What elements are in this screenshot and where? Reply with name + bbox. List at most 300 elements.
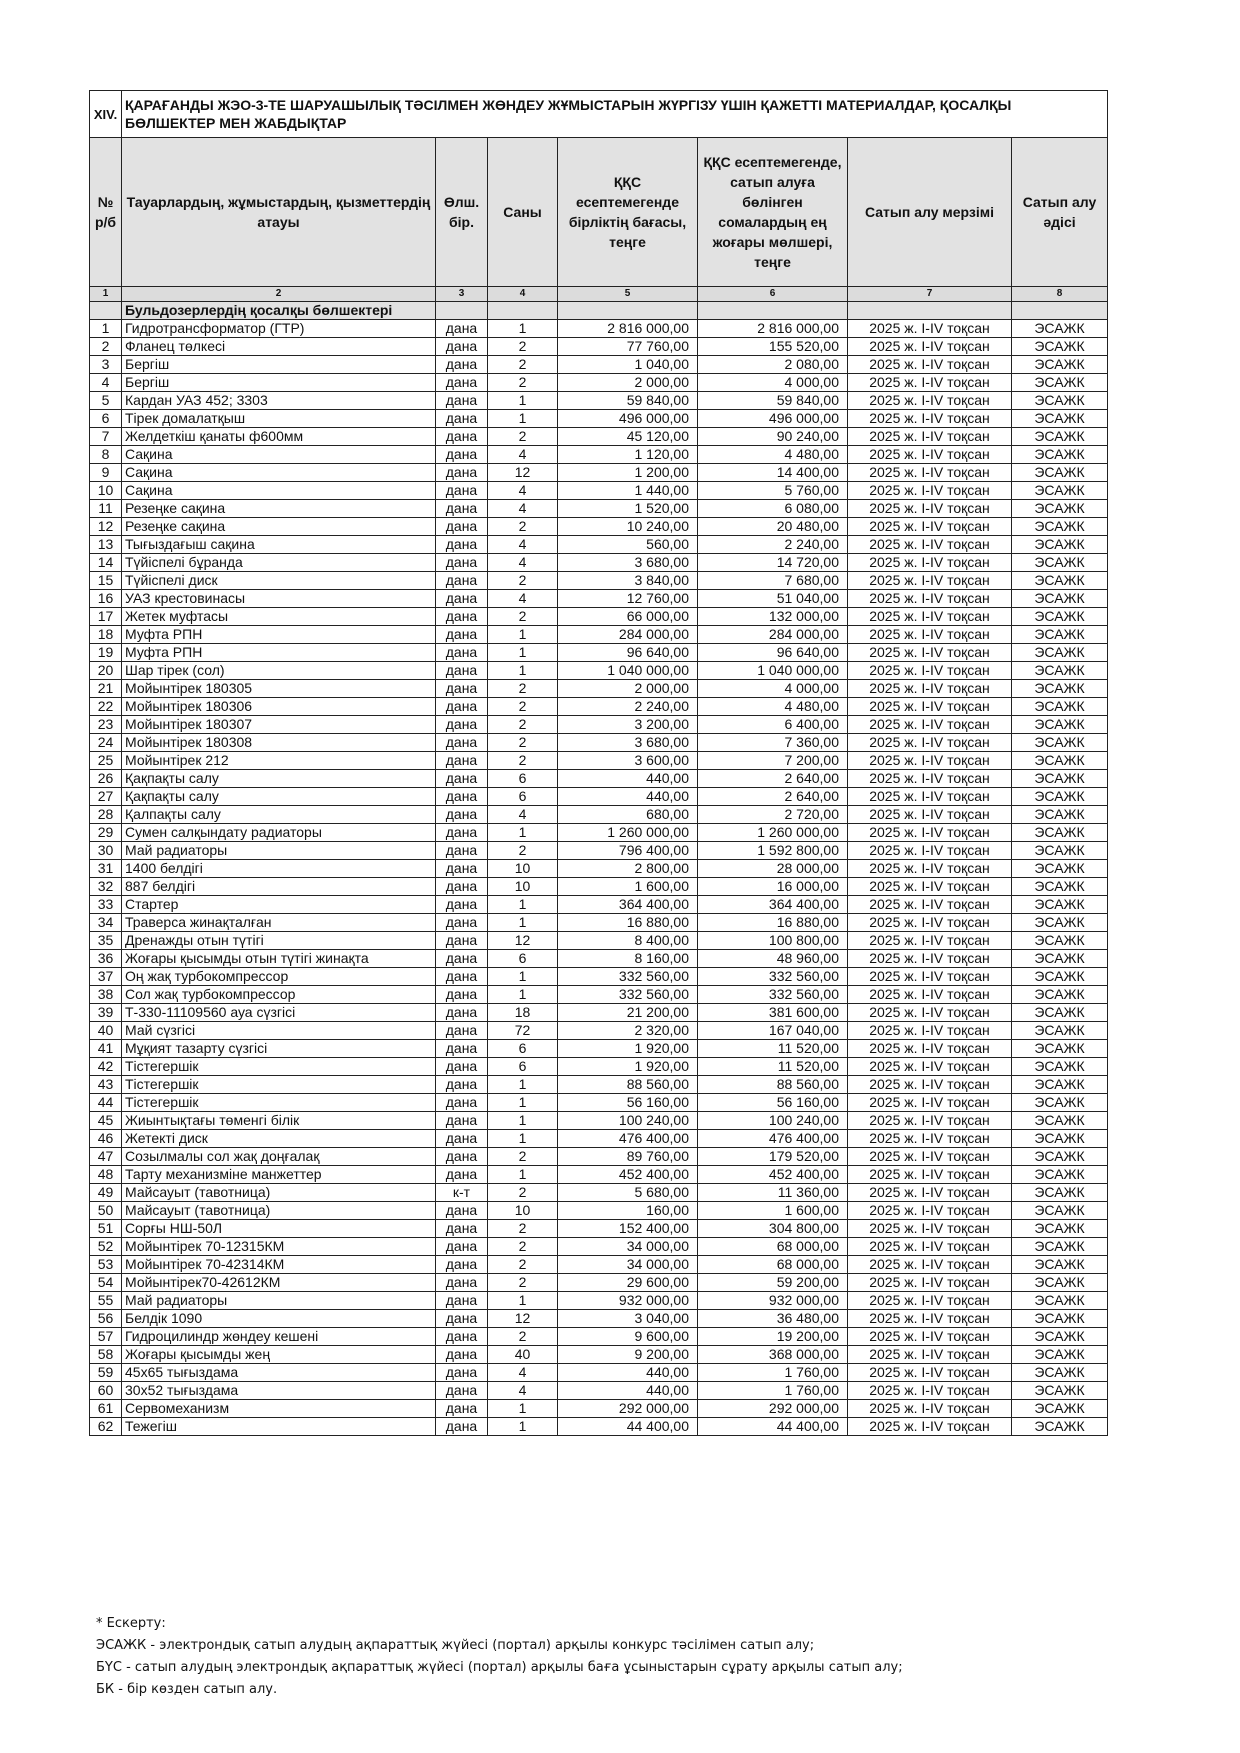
procurement-method: ЭСАЖК <box>1012 572 1108 590</box>
unit: дана <box>436 806 488 824</box>
procurement-method: ЭСАЖК <box>1012 1058 1108 1076</box>
procurement-term: 2025 ж. I-IV тоқсан <box>848 680 1012 698</box>
unit: дана <box>436 392 488 410</box>
unit: дана <box>436 680 488 698</box>
unit: дана <box>436 1076 488 1094</box>
row-number: 47 <box>90 1148 122 1166</box>
total-amount: 11 520,00 <box>698 1040 848 1058</box>
column-index: 8 <box>1012 287 1108 302</box>
procurement-method: ЭСАЖК <box>1012 752 1108 770</box>
procurement-term: 2025 ж. I-IV тоқсан <box>848 392 1012 410</box>
row-number: 51 <box>90 1220 122 1238</box>
table-row <box>90 788 1108 806</box>
total-amount: 2 816 000,00 <box>698 320 848 338</box>
row-number: 49 <box>90 1184 122 1202</box>
unit-price: 796 400,00 <box>558 842 698 860</box>
item-name: Гидротрансформатор (ГТР) <box>122 320 436 338</box>
table-row <box>90 860 1108 878</box>
unit: дана <box>436 752 488 770</box>
unit: дана <box>436 356 488 374</box>
item-name: Мойынтірек 180305 <box>122 680 436 698</box>
row-number: 54 <box>90 1274 122 1292</box>
table-row <box>90 410 1108 428</box>
footnote-line: БК - бір көзден сатып алу. <box>96 1682 278 1697</box>
procurement-method: ЭСАЖК <box>1012 626 1108 644</box>
unit: дана <box>436 932 488 950</box>
item-name: 1400 белдігі <box>122 860 436 878</box>
row-number: 17 <box>90 608 122 626</box>
quantity: 1 <box>488 1418 558 1436</box>
item-name: Мұқият тазарту сүзгісі <box>122 1040 436 1058</box>
unit: дана <box>436 608 488 626</box>
procurement-method: ЭСАЖК <box>1012 968 1108 986</box>
table-row <box>90 1256 1108 1274</box>
quantity: 4 <box>488 1364 558 1382</box>
procurement-term: 2025 ж. I-IV тоқсан <box>848 1346 1012 1364</box>
unit: дана <box>436 320 488 338</box>
procurement-term: 2025 ж. I-IV тоқсан <box>848 788 1012 806</box>
total-amount: 96 640,00 <box>698 644 848 662</box>
row-number: 20 <box>90 662 122 680</box>
item-name: Тістегершік <box>122 1094 436 1112</box>
unit: дана <box>436 482 488 500</box>
item-name: Май радиаторы <box>122 842 436 860</box>
item-name: Жоғары қысымды отын түтігі жинақта <box>122 950 436 968</box>
item-name: Т-330-11109560 ауа сүзгісі <box>122 1004 436 1022</box>
total-amount: 1 592 800,00 <box>698 842 848 860</box>
unit-price: 100 240,00 <box>558 1112 698 1130</box>
row-number: 3 <box>90 356 122 374</box>
total-amount: 68 000,00 <box>698 1238 848 1256</box>
unit: дана <box>436 788 488 806</box>
quantity: 12 <box>488 1310 558 1328</box>
unit: дана <box>436 698 488 716</box>
unit-price: 89 760,00 <box>558 1148 698 1166</box>
unit: дана <box>436 554 488 572</box>
procurement-term: 2025 ж. I-IV тоқсан <box>848 1076 1012 1094</box>
procurement-method: ЭСАЖК <box>1012 464 1108 482</box>
item-name: Белдік 1090 <box>122 1310 436 1328</box>
procurement-term: 2025 ж. I-IV тоқсан <box>848 1202 1012 1220</box>
footnote-title: * Ескерту: <box>96 1616 166 1631</box>
table-row <box>90 968 1108 986</box>
unit-price: 932 000,00 <box>558 1292 698 1310</box>
procurement-method: ЭСАЖК <box>1012 644 1108 662</box>
procurement-method: ЭСАЖК <box>1012 482 1108 500</box>
procurement-method: ЭСАЖК <box>1012 1382 1108 1400</box>
row-number: 11 <box>90 500 122 518</box>
row-number: 46 <box>90 1130 122 1148</box>
procurement-term: 2025 ж. I-IV тоқсан <box>848 950 1012 968</box>
column-index: 4 <box>488 287 558 302</box>
row-number: 43 <box>90 1076 122 1094</box>
quantity: 1 <box>488 824 558 842</box>
item-name: Желдеткіш қанаты ф600мм <box>122 428 436 446</box>
item-name: Жетекті диск <box>122 1130 436 1148</box>
item-name: Тарту механизміне манжеттер <box>122 1166 436 1184</box>
item-name: Тірек домалатқыш <box>122 410 436 428</box>
procurement-method: ЭСАЖК <box>1012 842 1108 860</box>
procurement-term: 2025 ж. I-IV тоқсан <box>848 968 1012 986</box>
item-name: Түйіспелі диск <box>122 572 436 590</box>
table-row <box>90 338 1108 356</box>
item-name: 30х52 тығыздама <box>122 1382 436 1400</box>
quantity: 2 <box>488 338 558 356</box>
item-name: Фланец төлкесі <box>122 338 436 356</box>
unit-price: 3 200,00 <box>558 716 698 734</box>
row-number: 62 <box>90 1418 122 1436</box>
total-amount: 100 800,00 <box>698 932 848 950</box>
quantity: 10 <box>488 860 558 878</box>
unit-price: 560,00 <box>558 536 698 554</box>
unit: дана <box>436 1112 488 1130</box>
procurement-method: ЭСАЖК <box>1012 1346 1108 1364</box>
unit-price: 3 680,00 <box>558 734 698 752</box>
unit-price: 1 440,00 <box>558 482 698 500</box>
procurement-term: 2025 ж. I-IV тоқсан <box>848 770 1012 788</box>
procurement-method: ЭСАЖК <box>1012 500 1108 518</box>
row-number: 37 <box>90 968 122 986</box>
unit: дана <box>436 1022 488 1040</box>
total-amount: 2 640,00 <box>698 788 848 806</box>
quantity: 2 <box>488 1328 558 1346</box>
row-number: 15 <box>90 572 122 590</box>
procurement-term: 2025 ж. I-IV тоқсан <box>848 572 1012 590</box>
unit-price: 496 000,00 <box>558 410 698 428</box>
quantity: 4 <box>488 500 558 518</box>
item-name: Мойынтірек 180307 <box>122 716 436 734</box>
procurement-term: 2025 ж. I-IV тоқсан <box>848 860 1012 878</box>
row-number: 56 <box>90 1310 122 1328</box>
procurement-term: 2025 ж. I-IV тоқсан <box>848 464 1012 482</box>
item-name: Стартер <box>122 896 436 914</box>
quantity: 1 <box>488 1400 558 1418</box>
quantity: 1 <box>488 662 558 680</box>
procurement-method: ЭСАЖК <box>1012 1112 1108 1130</box>
row-number: 10 <box>90 482 122 500</box>
item-name: Бергіш <box>122 356 436 374</box>
unit-price: 3 040,00 <box>558 1310 698 1328</box>
total-amount: 68 000,00 <box>698 1256 848 1274</box>
column-index: 6 <box>698 287 848 302</box>
quantity: 10 <box>488 878 558 896</box>
row-number: 23 <box>90 716 122 734</box>
unit: дана <box>436 824 488 842</box>
item-name: Гидроцилиндр жөндеу кешені <box>122 1328 436 1346</box>
total-amount: 2 720,00 <box>698 806 848 824</box>
unit-price: 1 040 000,00 <box>558 662 698 680</box>
procurement-term: 2025 ж. I-IV тоқсан <box>848 734 1012 752</box>
row-number: 60 <box>90 1382 122 1400</box>
quantity: 6 <box>488 950 558 968</box>
total-amount: 4 480,00 <box>698 698 848 716</box>
total-amount: 20 480,00 <box>698 518 848 536</box>
procurement-term: 2025 ж. I-IV тоқсан <box>848 914 1012 932</box>
procurement-term: 2025 ж. I-IV тоқсан <box>848 338 1012 356</box>
table-row <box>90 1418 1108 1436</box>
table-row <box>90 1346 1108 1364</box>
column-index: 7 <box>848 287 1012 302</box>
item-name: Тежегіш <box>122 1418 436 1436</box>
row-number: 22 <box>90 698 122 716</box>
quantity: 4 <box>488 536 558 554</box>
item-name: Май радиаторы <box>122 1292 436 1310</box>
procurement-method: ЭСАЖК <box>1012 1310 1108 1328</box>
procurement-term: 2025 ж. I-IV тоқсан <box>848 1418 1012 1436</box>
item-name: Сақина <box>122 464 436 482</box>
unit: дана <box>436 1328 488 1346</box>
procurement-method: ЭСАЖК <box>1012 734 1108 752</box>
table-row <box>90 428 1108 446</box>
section-number: XIV. <box>90 91 122 138</box>
table-row <box>90 1058 1108 1076</box>
quantity: 2 <box>488 356 558 374</box>
quantity: 2 <box>488 734 558 752</box>
procurement-term: 2025 ж. I-IV тоқсан <box>848 518 1012 536</box>
quantity: 2 <box>488 518 558 536</box>
unit-price: 2 000,00 <box>558 680 698 698</box>
table-row <box>90 1022 1108 1040</box>
unit-price: 1 920,00 <box>558 1040 698 1058</box>
unit-price: 12 760,00 <box>558 590 698 608</box>
quantity: 1 <box>488 410 558 428</box>
total-amount: 36 480,00 <box>698 1310 848 1328</box>
column-header-row <box>90 138 1108 287</box>
item-name: Мойынтірек 180308 <box>122 734 436 752</box>
unit-price: 77 760,00 <box>558 338 698 356</box>
procurement-term: 2025 ж. I-IV тоқсан <box>848 644 1012 662</box>
total-amount: 100 240,00 <box>698 1112 848 1130</box>
procurement-term: 2025 ж. I-IV тоқсан <box>848 608 1012 626</box>
procurement-term: 2025 ж. I-IV тоқсан <box>848 482 1012 500</box>
unit: дана <box>436 1166 488 1184</box>
unit-price: 56 160,00 <box>558 1094 698 1112</box>
unit-price: 440,00 <box>558 788 698 806</box>
table-row <box>90 986 1108 1004</box>
row-number: 28 <box>90 806 122 824</box>
table-row <box>90 1328 1108 1346</box>
table-row <box>90 590 1108 608</box>
total-amount: 332 560,00 <box>698 968 848 986</box>
procurement-method: ЭСАЖК <box>1012 1364 1108 1382</box>
item-name: 45х65 тығыздама <box>122 1364 436 1382</box>
total-amount: 1 760,00 <box>698 1382 848 1400</box>
unit: дана <box>436 842 488 860</box>
table-row <box>90 1076 1108 1094</box>
unit: дана <box>436 896 488 914</box>
total-amount: 132 000,00 <box>698 608 848 626</box>
unit: дана <box>436 770 488 788</box>
unit: дана <box>436 626 488 644</box>
total-amount: 179 520,00 <box>698 1148 848 1166</box>
table-row <box>90 1148 1108 1166</box>
table-row <box>90 518 1108 536</box>
unit: дана <box>436 1382 488 1400</box>
quantity: 6 <box>488 770 558 788</box>
table-row <box>90 824 1108 842</box>
total-amount: 5 760,00 <box>698 482 848 500</box>
quantity: 1 <box>488 1112 558 1130</box>
procurement-method: ЭСАЖК <box>1012 1220 1108 1238</box>
row-number: 6 <box>90 410 122 428</box>
procurement-term: 2025 ж. I-IV тоқсан <box>848 932 1012 950</box>
table-row <box>90 734 1108 752</box>
quantity: 1 <box>488 644 558 662</box>
procurement-term: 2025 ж. I-IV тоқсан <box>848 428 1012 446</box>
row-number: 40 <box>90 1022 122 1040</box>
item-name: Тістегершік <box>122 1058 436 1076</box>
row-number: 50 <box>90 1202 122 1220</box>
item-name: Кардан УАЗ 452; 3303 <box>122 392 436 410</box>
item-name: Резеңке сақина <box>122 500 436 518</box>
quantity: 18 <box>488 1004 558 1022</box>
total-amount: 16 000,00 <box>698 878 848 896</box>
total-amount: 452 400,00 <box>698 1166 848 1184</box>
procurement-term: 2025 ж. I-IV тоқсан <box>848 410 1012 428</box>
item-name: Сақина <box>122 446 436 464</box>
procurement-method: ЭСАЖК <box>1012 1076 1108 1094</box>
row-number: 33 <box>90 896 122 914</box>
quantity: 1 <box>488 392 558 410</box>
quantity: 10 <box>488 1202 558 1220</box>
quantity: 2 <box>488 1256 558 1274</box>
unit-price: 45 120,00 <box>558 428 698 446</box>
row-number: 12 <box>90 518 122 536</box>
procurement-method: ЭСАЖК <box>1012 518 1108 536</box>
table-row <box>90 716 1108 734</box>
item-name: Шар тірек (сол) <box>122 662 436 680</box>
column-header: ҚҚС есептемегенде, сатып алуға бөлінген сомалардың ең жоғары мөлшері, теңге <box>698 138 848 287</box>
table-row <box>90 608 1108 626</box>
unit-price: 1 520,00 <box>558 500 698 518</box>
row-number: 26 <box>90 770 122 788</box>
unit: дана <box>436 1130 488 1148</box>
row-number: 4 <box>90 374 122 392</box>
procurement-method: ЭСАЖК <box>1012 428 1108 446</box>
unit-price: 364 400,00 <box>558 896 698 914</box>
procurement-method: ЭСАЖК <box>1012 824 1108 842</box>
procurement-term: 2025 ж. I-IV тоқсан <box>848 1130 1012 1148</box>
total-amount: 2 240,00 <box>698 536 848 554</box>
unit-price: 59 840,00 <box>558 392 698 410</box>
procurement-term: 2025 ж. I-IV тоқсан <box>848 1292 1012 1310</box>
unit-price: 29 600,00 <box>558 1274 698 1292</box>
row-number: 53 <box>90 1256 122 1274</box>
table-row <box>90 662 1108 680</box>
item-name: Муфта РПН <box>122 644 436 662</box>
unit-price: 440,00 <box>558 770 698 788</box>
total-amount: 1 760,00 <box>698 1364 848 1382</box>
procurement-term: 2025 ж. I-IV тоқсан <box>848 1094 1012 1112</box>
unit-price: 160,00 <box>558 1202 698 1220</box>
unit-price: 440,00 <box>558 1364 698 1382</box>
item-name: Бергіш <box>122 374 436 392</box>
row-number: 45 <box>90 1112 122 1130</box>
table-row <box>90 932 1108 950</box>
table-row <box>90 1184 1108 1202</box>
row-number: 14 <box>90 554 122 572</box>
unit: дана <box>436 572 488 590</box>
table-row <box>90 806 1108 824</box>
procurement-term: 2025 ж. I-IV тоқсан <box>848 1166 1012 1184</box>
quantity: 1 <box>488 986 558 1004</box>
table-row <box>90 320 1108 338</box>
total-amount: 44 400,00 <box>698 1418 848 1436</box>
procurement-method: ЭСАЖК <box>1012 356 1108 374</box>
item-name: Қақпақты салу <box>122 770 436 788</box>
total-amount: 1 260 000,00 <box>698 824 848 842</box>
total-amount: 1 040 000,00 <box>698 662 848 680</box>
quantity: 2 <box>488 1274 558 1292</box>
procurement-term: 2025 ж. I-IV тоқсан <box>848 1238 1012 1256</box>
item-name: Май сүзгісі <box>122 1022 436 1040</box>
procurement-term: 2025 ж. I-IV тоқсан <box>848 1364 1012 1382</box>
item-name: Мойынтірек 212 <box>122 752 436 770</box>
column-index: 5 <box>558 287 698 302</box>
row-number: 9 <box>90 464 122 482</box>
procurement-term: 2025 ж. I-IV тоқсан <box>848 1382 1012 1400</box>
table-row <box>90 842 1108 860</box>
quantity: 1 <box>488 968 558 986</box>
unit: дана <box>436 1292 488 1310</box>
quantity: 2 <box>488 716 558 734</box>
table-row <box>90 896 1108 914</box>
item-name: Мойынтірек 70-42314КМ <box>122 1256 436 1274</box>
table-row <box>90 1040 1108 1058</box>
table-row <box>90 482 1108 500</box>
procurement-term: 2025 ж. I-IV тоқсан <box>848 878 1012 896</box>
procurement-method: ЭСАЖК <box>1012 608 1108 626</box>
total-amount: 1 600,00 <box>698 1202 848 1220</box>
procurement-method: ЭСАЖК <box>1012 932 1108 950</box>
total-amount: 56 160,00 <box>698 1094 848 1112</box>
row-number: 24 <box>90 734 122 752</box>
table-row <box>90 536 1108 554</box>
column-index: 1 <box>90 287 122 302</box>
procurement-term: 2025 ж. I-IV тоқсан <box>848 1400 1012 1418</box>
procurement-method: ЭСАЖК <box>1012 1400 1108 1418</box>
table-row <box>90 374 1108 392</box>
total-amount: 11 520,00 <box>698 1058 848 1076</box>
procurement-method: ЭСАЖК <box>1012 1022 1108 1040</box>
total-amount: 7 200,00 <box>698 752 848 770</box>
unit-price: 5 680,00 <box>558 1184 698 1202</box>
procurement-term: 2025 ж. I-IV тоқсан <box>848 1022 1012 1040</box>
unit-price: 21 200,00 <box>558 1004 698 1022</box>
row-number: 7 <box>90 428 122 446</box>
total-amount: 496 000,00 <box>698 410 848 428</box>
footnote-line: БҮС - сатып алудың электрондық ақпараттық жүйесі (портал) арқылы баға ұсыныстарын сұрату арқылы сатып алу; <box>96 1660 903 1675</box>
table-row <box>90 1004 1108 1022</box>
total-amount: 364 400,00 <box>698 896 848 914</box>
row-number: 30 <box>90 842 122 860</box>
unit-price: 16 880,00 <box>558 914 698 932</box>
item-name: Қалпақты салу <box>122 806 436 824</box>
unit: дана <box>436 518 488 536</box>
unit-price: 3 840,00 <box>558 572 698 590</box>
column-header: Сатып алу әдісі <box>1012 138 1108 287</box>
row-number: 25 <box>90 752 122 770</box>
table-row <box>90 1364 1108 1382</box>
procurement-method: ЭСАЖК <box>1012 986 1108 1004</box>
quantity: 2 <box>488 428 558 446</box>
table-row <box>90 1274 1108 1292</box>
procurement-method: ЭСАЖК <box>1012 770 1108 788</box>
table-row <box>90 1220 1108 1238</box>
quantity: 2 <box>488 698 558 716</box>
unit-price: 284 000,00 <box>558 626 698 644</box>
unit-price: 1 920,00 <box>558 1058 698 1076</box>
